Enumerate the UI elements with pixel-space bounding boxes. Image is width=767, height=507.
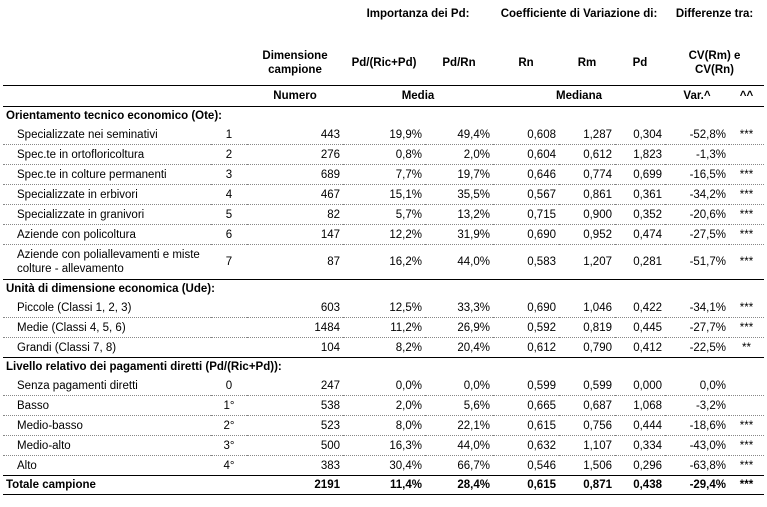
cell-pd: 0,000 xyxy=(615,376,665,396)
cell-pd: 1,823 xyxy=(615,145,665,165)
cell-rm: 1,287 xyxy=(559,125,615,145)
cell-a: 0,8% xyxy=(343,145,425,165)
cell-a: 30,4% xyxy=(343,456,425,476)
cell-a: 16,2% xyxy=(343,245,425,280)
cell-sig: *** xyxy=(729,318,764,338)
cell-rm: 0,952 xyxy=(559,225,615,245)
header-differenze: Differenze tra: xyxy=(675,8,754,20)
cell-rn: 0,546 xyxy=(493,456,559,476)
table-row xyxy=(3,416,764,436)
cell-var: -3,2% xyxy=(665,396,729,416)
header-cv: CV(Rm) e CV(Rn) xyxy=(688,50,741,76)
table-row xyxy=(3,456,764,476)
cell-var: -16,5% xyxy=(665,165,729,185)
cell-a: 5,7% xyxy=(343,205,425,225)
cell-code: 2° xyxy=(211,416,247,436)
cell-var: -20,6% xyxy=(665,205,729,225)
cell-n: 689 xyxy=(247,165,343,185)
cell-sig: *** xyxy=(729,436,764,456)
table-row xyxy=(3,298,764,318)
group-title: Orientamento tecnico economico (Ote): xyxy=(6,110,222,122)
cell-rm: 0,774 xyxy=(559,165,615,185)
cell-rn: 0,615 xyxy=(493,416,559,436)
header-pd: Pd xyxy=(632,57,648,69)
cell-a: 7,7% xyxy=(343,165,425,185)
cell-n: 87 xyxy=(247,245,343,280)
cell-b: 0,0% xyxy=(425,376,493,396)
cell-code: 0 xyxy=(211,376,247,396)
cell-rn: 0,592 xyxy=(493,318,559,338)
cell-a: 8,2% xyxy=(343,338,425,358)
cell-b: 66,7% xyxy=(425,456,493,476)
cell-pd: 0,699 xyxy=(615,165,665,185)
cell-sig xyxy=(729,145,764,165)
row-label: Grandi (Classi 7, 8) xyxy=(3,338,211,358)
table-row xyxy=(3,125,764,145)
cell-rm: 1,107 xyxy=(559,436,615,456)
row-label: Basso xyxy=(3,396,211,416)
cell-rm: 1,046 xyxy=(559,298,615,318)
cell-a: 12,5% xyxy=(343,298,425,318)
group-header xyxy=(3,358,764,377)
cell-a: 2,0% xyxy=(343,396,425,416)
cell-b: 5,6% xyxy=(425,396,493,416)
cell-rn: 0,567 xyxy=(493,185,559,205)
cell-b: 22,1% xyxy=(425,416,493,436)
cell-b: 20,4% xyxy=(425,338,493,358)
cell-b: 44,0% xyxy=(425,436,493,456)
cell-code: 1 xyxy=(211,125,247,145)
cell-var: -43,0% xyxy=(665,436,729,456)
row-label: Spec.te in colture permanenti xyxy=(3,165,211,185)
total-pd: 0,438 xyxy=(615,476,665,495)
cell-sig: *** xyxy=(729,298,764,318)
cell-code: 1° xyxy=(211,396,247,416)
cell-b: 19,7% xyxy=(425,165,493,185)
cell-code xyxy=(211,318,247,338)
cell-n: 538 xyxy=(247,396,343,416)
cell-b: 44,0% xyxy=(425,245,493,280)
table-row xyxy=(3,165,764,185)
table-row xyxy=(3,436,764,456)
cell-var: -34,2% xyxy=(665,185,729,205)
cell-n: 443 xyxy=(247,125,343,145)
cell-pd: 0,304 xyxy=(615,125,665,145)
group-header xyxy=(3,107,764,126)
row-label: Alto xyxy=(3,456,211,476)
cell-var: 0,0% xyxy=(665,376,729,396)
cell-pd: 0,474 xyxy=(615,225,665,245)
cell-code: 4 xyxy=(211,185,247,205)
total-sig: *** xyxy=(729,476,764,495)
table-row xyxy=(3,338,764,358)
total-rm: 0,871 xyxy=(559,476,615,495)
header-rm: Rm xyxy=(577,57,597,69)
cell-code: 6 xyxy=(211,225,247,245)
total-var: -29,4% xyxy=(665,476,729,495)
cell-sig: *** xyxy=(729,185,764,205)
cell-pd: 0,281 xyxy=(615,245,665,280)
table-body xyxy=(3,107,764,476)
cell-rm: 0,819 xyxy=(559,318,615,338)
cell-var: -18,6% xyxy=(665,416,729,436)
cell-pd: 0,422 xyxy=(615,298,665,318)
cell-b: 35,5% xyxy=(425,185,493,205)
header-numero: Numero xyxy=(247,86,343,107)
cell-rm: 0,861 xyxy=(559,185,615,205)
row-label: Specializzate in erbivori xyxy=(3,185,211,205)
row-label: Specializzate in granivori xyxy=(3,205,211,225)
cell-sig xyxy=(729,396,764,416)
data-table xyxy=(3,3,764,495)
header-mediana: Mediana xyxy=(493,86,665,107)
table-row xyxy=(3,245,764,280)
header-media: Media xyxy=(343,86,493,107)
row-label: Senza pagamenti diretti xyxy=(3,376,211,396)
cell-pd: 0,444 xyxy=(615,416,665,436)
row-label: Aziende con policoltura xyxy=(3,225,211,245)
cell-rm: 0,790 xyxy=(559,338,615,358)
cell-n: 104 xyxy=(247,338,343,358)
cell-b: 13,2% xyxy=(425,205,493,225)
cell-a: 15,1% xyxy=(343,185,425,205)
cell-rm: 0,756 xyxy=(559,416,615,436)
cell-a: 19,9% xyxy=(343,125,425,145)
cell-n: 1484 xyxy=(247,318,343,338)
cell-b: 49,4% xyxy=(425,125,493,145)
cell-rm: 0,599 xyxy=(559,376,615,396)
cell-rn: 0,608 xyxy=(493,125,559,145)
cell-a: 8,0% xyxy=(343,416,425,436)
header-coefficiente: Coefficiente di Variazione di: xyxy=(500,8,658,20)
total-label: Totale campione xyxy=(3,476,211,495)
cell-rm: 0,900 xyxy=(559,205,615,225)
total-n: 2191 xyxy=(247,476,343,495)
cell-pd: 0,352 xyxy=(615,205,665,225)
cell-b: 26,9% xyxy=(425,318,493,338)
cell-code: 3° xyxy=(211,436,247,456)
cell-b: 31,9% xyxy=(425,225,493,245)
table-row xyxy=(3,185,764,205)
group-header xyxy=(3,280,764,299)
header-importanza: Importanza dei Pd: xyxy=(366,8,470,20)
cell-sig: *** xyxy=(729,205,764,225)
cell-a: 0,0% xyxy=(343,376,425,396)
cell-rm: 0,687 xyxy=(559,396,615,416)
row-label: Specializzate nei seminativi xyxy=(3,125,211,145)
cell-a: 16,3% xyxy=(343,436,425,456)
cell-rm: 0,612 xyxy=(559,145,615,165)
header-rn: Rn xyxy=(518,57,534,69)
cell-sig: ** xyxy=(729,338,764,358)
cell-sig: *** xyxy=(729,456,764,476)
cell-sig: *** xyxy=(729,245,764,280)
cell-code: 5 xyxy=(211,205,247,225)
cell-pd: 0,361 xyxy=(615,185,665,205)
cell-var: -52,8% xyxy=(665,125,729,145)
table-row xyxy=(3,145,764,165)
cell-pd: 0,296 xyxy=(615,456,665,476)
row-label: Medie (Classi 4, 5, 6) xyxy=(3,318,211,338)
cell-rm: 1,207 xyxy=(559,245,615,280)
cell-b: 2,0% xyxy=(425,145,493,165)
table-row xyxy=(3,205,764,225)
cell-pd: 0,412 xyxy=(615,338,665,358)
cell-rn: 0,599 xyxy=(493,376,559,396)
table-row xyxy=(3,318,764,338)
cell-n: 82 xyxy=(247,205,343,225)
total-row xyxy=(3,476,764,495)
cell-pd: 0,334 xyxy=(615,436,665,456)
cell-n: 467 xyxy=(247,185,343,205)
cell-rn: 0,690 xyxy=(493,225,559,245)
cell-code: 4° xyxy=(211,456,247,476)
cell-code xyxy=(211,298,247,318)
cell-a: 11,2% xyxy=(343,318,425,338)
cell-rn: 0,632 xyxy=(493,436,559,456)
cell-a: 12,2% xyxy=(343,225,425,245)
cell-var: -27,5% xyxy=(665,225,729,245)
total-rn: 0,615 xyxy=(493,476,559,495)
row-label: Piccole (Classi 1, 2, 3) xyxy=(3,298,211,318)
header-sig: ^^ xyxy=(729,86,764,107)
row-label: Medio-alto xyxy=(3,436,211,456)
group-title: Unità di dimensione economica (Ude): xyxy=(3,280,764,299)
cell-rn: 0,715 xyxy=(493,205,559,225)
cell-var: -63,8% xyxy=(665,456,729,476)
cell-n: 247 xyxy=(247,376,343,396)
cell-code xyxy=(211,338,247,358)
cell-rm: 1,506 xyxy=(559,456,615,476)
cell-n: 500 xyxy=(247,436,343,456)
cell-var: -51,7% xyxy=(665,245,729,280)
header-var: Var.^ xyxy=(665,86,729,107)
cell-n: 147 xyxy=(247,225,343,245)
cell-rn: 0,612 xyxy=(493,338,559,358)
cell-n: 276 xyxy=(247,145,343,165)
header-pd-ricpd: Pd/(Ric+Pd) xyxy=(351,57,417,69)
cell-n: 383 xyxy=(247,456,343,476)
cell-var: -34,1% xyxy=(665,298,729,318)
cell-code: 7 xyxy=(211,245,247,280)
row-label: Spec.te in ortofloricoltura xyxy=(3,145,211,165)
cell-rn: 0,604 xyxy=(493,145,559,165)
total-a: 11,4% xyxy=(343,476,425,495)
total-b: 28,4% xyxy=(425,476,493,495)
cell-pd: 0,445 xyxy=(615,318,665,338)
cell-var: -1,3% xyxy=(665,145,729,165)
cell-sig: *** xyxy=(729,165,764,185)
table-row xyxy=(3,376,764,396)
row-label: Aziende con poliallevamenti e miste colture - allevamento xyxy=(3,245,211,280)
cell-sig xyxy=(729,376,764,396)
cell-n: 523 xyxy=(247,416,343,436)
cell-pd: 1,068 xyxy=(615,396,665,416)
cell-sig: *** xyxy=(729,225,764,245)
cell-b: 33,3% xyxy=(425,298,493,318)
cell-var: -22,5% xyxy=(665,338,729,358)
table-row xyxy=(3,396,764,416)
cell-code: 2 xyxy=(211,145,247,165)
cell-sig: *** xyxy=(729,125,764,145)
cell-code: 3 xyxy=(211,165,247,185)
header-dimensione: Dimensione campione xyxy=(262,50,328,76)
cell-n: 603 xyxy=(247,298,343,318)
cell-rn: 0,690 xyxy=(493,298,559,318)
cell-rn: 0,583 xyxy=(493,245,559,280)
cell-sig: *** xyxy=(729,416,764,436)
table-row xyxy=(3,225,764,245)
cell-var: -27,7% xyxy=(665,318,729,338)
group-title: Livello relativo dei pagamenti diretti (Pd/(Ric+Pd)): xyxy=(3,358,764,377)
header-pd-rn: Pd/Rn xyxy=(442,57,476,69)
row-label: Medio-basso xyxy=(3,416,211,436)
cell-rn: 0,665 xyxy=(493,396,559,416)
cell-rn: 0,646 xyxy=(493,165,559,185)
